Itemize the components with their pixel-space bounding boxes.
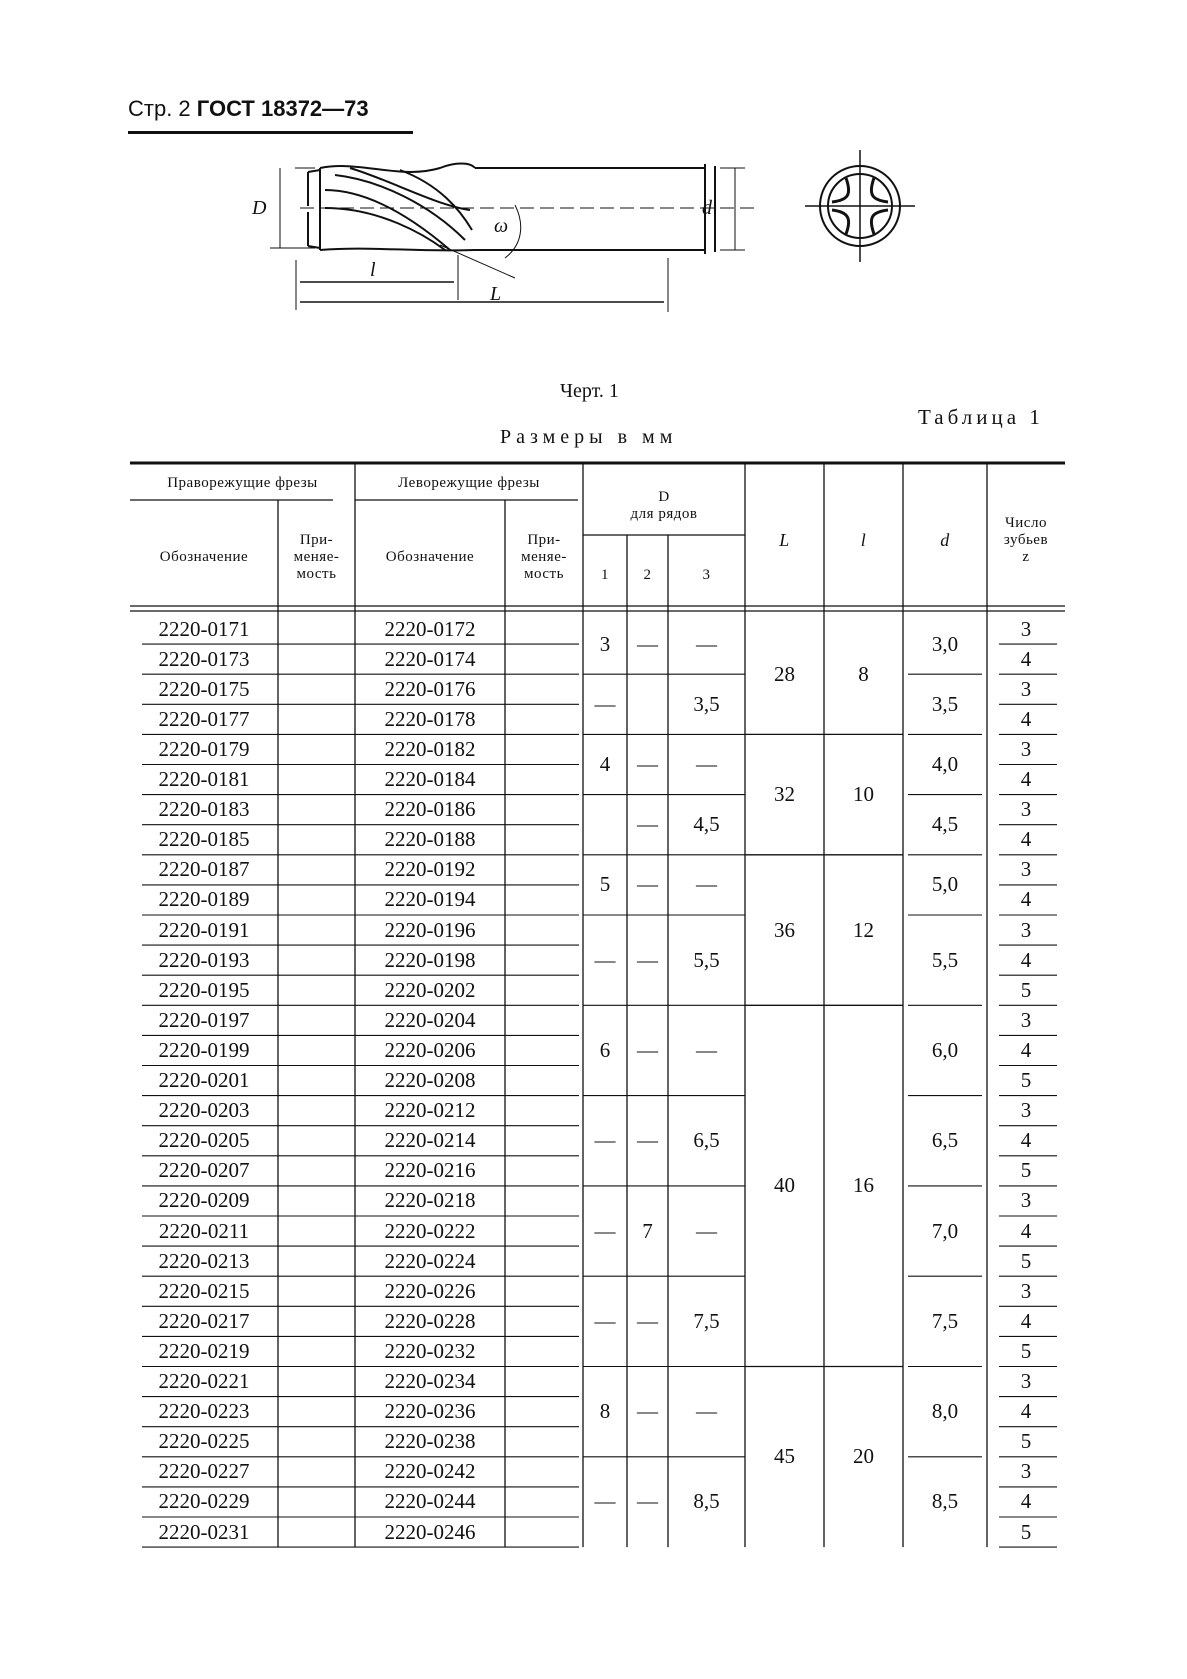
D-series-1-cell: —: [594, 1489, 616, 1514]
D-series-3-cell: 7,5: [693, 1308, 720, 1333]
left-code-cell: 2220-0236: [384, 1399, 476, 1424]
teeth-cell: 3: [1020, 616, 1032, 641]
dim-l-label: l: [370, 259, 376, 281]
D-series-3-cell: 4,5: [693, 812, 720, 837]
d-value-cell: 3,0: [931, 631, 959, 656]
left-code-cell: 2220-0188: [384, 827, 476, 852]
teeth-cell: 4: [1020, 1128, 1032, 1153]
right-code-cell: 2220-0215: [158, 1278, 250, 1303]
left-code-cell: 2220-0206: [384, 1037, 476, 1062]
teeth-cell: 3: [1020, 1098, 1032, 1123]
left-code-cell: 2220-0202: [384, 977, 476, 1002]
teeth-cell: 5: [1020, 977, 1032, 1002]
left-code-cell: 2220-0172: [384, 616, 476, 641]
D-series-2-cell: —: [637, 1399, 658, 1424]
d-value-cell: 3,5: [931, 691, 959, 716]
D-series-2-cell: —: [637, 631, 658, 656]
D-series-1-cell: —: [594, 1308, 616, 1333]
right-code-cell: 2220-0187: [158, 857, 250, 882]
dim-d-label: d: [702, 197, 712, 219]
D-series-3-cell: —: [696, 751, 717, 776]
header-designation-right: Обозначение: [159, 548, 249, 565]
teeth-cell: 4: [1020, 706, 1032, 731]
dim-omega-label: ω: [494, 215, 509, 237]
right-code-cell: 2220-0191: [158, 917, 250, 942]
D-series-3-cell: 8,5: [693, 1489, 720, 1514]
teeth-cell: 4: [1020, 827, 1032, 852]
D-series-2-cell: —: [637, 1308, 658, 1333]
teeth-cell: 4: [1020, 1399, 1032, 1424]
left-code-cell: 2220-0198: [384, 947, 476, 972]
teeth-cell: 3: [1020, 857, 1032, 882]
right-code-cell: 2220-0225: [158, 1429, 250, 1454]
left-code-cell: 2220-0226: [384, 1278, 476, 1303]
L-value-cell: 32: [774, 782, 795, 807]
L-value-cell: 40: [774, 1173, 795, 1198]
left-code-cell: 2220-0184: [384, 767, 476, 792]
right-code-cell: 2220-0193: [158, 947, 250, 972]
right-code-cell: 2220-0177: [158, 706, 250, 731]
left-code-cell: 2220-0246: [384, 1519, 476, 1544]
right-code-cell: 2220-0203: [158, 1098, 250, 1123]
right-code-cell: 2220-0197: [158, 1007, 250, 1032]
teeth-cell: 5: [1020, 1068, 1032, 1093]
D-series-3-cell: —: [696, 1399, 717, 1424]
right-code-cell: 2220-0183: [158, 797, 250, 822]
D-series-2-cell: —: [637, 872, 658, 897]
header-right-cutters: Праворежущие фрезы: [167, 474, 318, 491]
right-code-cell: 2220-0189: [158, 887, 250, 912]
header-D-series: D для рядов: [630, 489, 698, 522]
D-series-3-cell: —: [696, 1218, 717, 1243]
left-code-cell: 2220-0214: [384, 1128, 476, 1153]
left-code-cell: 2220-0208: [384, 1068, 476, 1093]
left-code-cell: 2220-0234: [384, 1369, 476, 1394]
header-l: l: [860, 529, 867, 550]
teeth-cell: 5: [1020, 1248, 1032, 1273]
right-code-cell: 2220-0231: [158, 1519, 250, 1544]
D-series-2-cell: —: [637, 812, 658, 837]
right-code-cell: 2220-0207: [158, 1158, 250, 1183]
left-code-cell: 2220-0178: [384, 706, 476, 731]
standard-title: ГОСТ 18372—73: [196, 96, 369, 121]
page-number: Стр. 2: [128, 96, 191, 121]
D-series-3-cell: —: [696, 1037, 717, 1062]
d-value-cell: 5,5: [931, 947, 959, 972]
D-series-2-cell: —: [637, 751, 658, 776]
right-code-cell: 2220-0171: [158, 616, 250, 641]
D-series-2-cell: [627, 674, 668, 734]
left-code-cell: 2220-0182: [384, 736, 476, 761]
right-code-cell: 2220-0175: [158, 676, 250, 701]
D-series-1-cell: —: [594, 947, 616, 972]
d-value-cell: 7,5: [931, 1308, 959, 1333]
D-series-1-cell: [583, 795, 627, 855]
D-series-3-cell: 3,5: [693, 691, 720, 716]
d-value-cell: 7,0: [931, 1218, 959, 1243]
teeth-cell: 3: [1020, 1007, 1032, 1032]
header-L: L: [779, 529, 790, 550]
right-code-cell: 2220-0199: [158, 1037, 250, 1062]
D-series-1-cell: 3: [599, 631, 611, 656]
left-code-cell: 2220-0228: [384, 1308, 476, 1333]
right-code-cell: 2220-0219: [158, 1338, 250, 1363]
header-left-cutters: Леворежущие фрезы: [398, 474, 540, 491]
left-code-cell: 2220-0216: [384, 1158, 476, 1183]
right-code-cell: 2220-0227: [158, 1459, 250, 1484]
teeth-cell: 4: [1020, 1037, 1032, 1062]
header-series-3: 3: [702, 566, 711, 583]
teeth-cell: 4: [1020, 947, 1032, 972]
teeth-cell: 3: [1020, 917, 1032, 942]
D-series-1-cell: 5: [599, 872, 611, 897]
right-code-cell: 2220-0185: [158, 827, 250, 852]
right-code-cell: 2220-0205: [158, 1128, 250, 1153]
teeth-cell: 5: [1020, 1338, 1032, 1363]
left-code-cell: 2220-0238: [384, 1429, 476, 1454]
teeth-cell: 4: [1020, 1218, 1032, 1243]
teeth-cell: 5: [1020, 1519, 1032, 1544]
units-note: Размеры в мм: [500, 426, 678, 448]
teeth-cell: 3: [1020, 676, 1032, 701]
D-series-2-cell: —: [637, 1128, 658, 1153]
right-code-cell: 2220-0181: [158, 767, 250, 792]
L-value-cell: 45: [774, 1444, 795, 1469]
right-code-cell: 2220-0217: [158, 1308, 250, 1333]
left-code-cell: 2220-0196: [384, 917, 476, 942]
l-value-cell: 16: [853, 1173, 874, 1198]
d-value-cell: 6,5: [931, 1128, 959, 1153]
left-code-cell: 2220-0176: [384, 676, 476, 701]
d-value-cell: 8,0: [931, 1399, 959, 1424]
D-series-2-cell: 7: [642, 1218, 653, 1243]
figure-caption: Черт. 1: [560, 380, 619, 402]
teeth-cell: 4: [1020, 767, 1032, 792]
D-series-1-cell: —: [594, 691, 616, 716]
left-code-cell: 2220-0244: [384, 1489, 476, 1514]
right-code-cell: 2220-0201: [158, 1068, 250, 1093]
left-code-cell: 2220-0192: [384, 857, 476, 882]
teeth-cell: 5: [1020, 1429, 1032, 1454]
left-code-cell: 2220-0224: [384, 1248, 476, 1273]
l-value-cell: 12: [853, 917, 874, 942]
right-code-cell: 2220-0213: [158, 1248, 250, 1273]
D-series-1-cell: —: [594, 1218, 616, 1243]
d-value-cell: 5,0: [931, 872, 959, 897]
l-value-cell: 8: [858, 661, 869, 686]
teeth-cell: 3: [1020, 1278, 1032, 1303]
D-series-3-cell: 5,5: [693, 947, 720, 972]
left-code-cell: 2220-0222: [384, 1218, 476, 1243]
header-applicability-right: При- меняе- мость: [293, 531, 340, 582]
teeth-cell: 4: [1020, 887, 1032, 912]
d-value-cell: 8,5: [931, 1489, 959, 1514]
right-code-cell: 2220-0209: [158, 1188, 250, 1213]
right-code-cell: 2220-0195: [158, 977, 250, 1002]
right-code-cell: 2220-0223: [158, 1399, 250, 1424]
L-value-cell: 28: [774, 661, 795, 686]
D-series-3-cell: —: [696, 872, 717, 897]
table-label: Таблица 1: [918, 405, 1044, 429]
D-series-1-cell: 4: [599, 751, 611, 776]
right-code-cell: 2220-0173: [158, 646, 250, 671]
right-code-cell: 2220-0229: [158, 1489, 250, 1514]
right-code-cell: 2220-0221: [158, 1369, 250, 1394]
L-value-cell: 36: [774, 917, 795, 942]
teeth-cell: 4: [1020, 646, 1032, 671]
D-series-2-cell: —: [637, 1037, 658, 1062]
teeth-cell: 3: [1020, 1369, 1032, 1394]
teeth-cell: 4: [1020, 1489, 1032, 1514]
D-series-2-cell: —: [637, 1489, 658, 1514]
l-value-cell: 20: [853, 1444, 874, 1469]
left-code-cell: 2220-0212: [384, 1098, 476, 1123]
left-code-cell: 2220-0204: [384, 1007, 476, 1032]
left-code-cell: 2220-0186: [384, 797, 476, 822]
right-code-cell: 2220-0211: [158, 1218, 250, 1243]
teeth-cell: 4: [1020, 1308, 1032, 1333]
l-value-cell: 10: [853, 782, 874, 807]
header-series-1: 1: [601, 566, 609, 583]
D-series-1-cell: 8: [599, 1399, 611, 1424]
header-series-2: 2: [643, 566, 652, 583]
left-code-cell: 2220-0218: [384, 1188, 476, 1213]
left-code-cell: 2220-0174: [384, 646, 476, 671]
teeth-cell: 3: [1020, 1459, 1032, 1484]
dim-L-label: L: [490, 283, 502, 305]
teeth-cell: 3: [1020, 736, 1032, 761]
D-series-3-cell: —: [696, 631, 717, 656]
d-value-cell: 4,0: [931, 751, 959, 776]
D-series-2-cell: —: [637, 947, 658, 972]
header-d: d: [940, 529, 950, 550]
header-teeth: Число зубьев z: [1003, 514, 1049, 565]
header-designation-left: Обозначение: [385, 548, 475, 565]
right-code-cell: 2220-0179: [158, 736, 250, 761]
teeth-cell: 3: [1020, 797, 1032, 822]
left-code-cell: 2220-0194: [384, 887, 476, 912]
D-series-1-cell: 6: [599, 1037, 611, 1062]
left-code-cell: 2220-0242: [384, 1459, 476, 1484]
D-series-3-cell: 6,5: [693, 1128, 720, 1153]
dim-D-label: D: [252, 197, 267, 219]
d-value-cell: 6,0: [931, 1037, 959, 1062]
teeth-cell: 5: [1020, 1158, 1032, 1183]
D-series-1-cell: —: [594, 1128, 616, 1153]
d-value-cell: 4,5: [931, 812, 959, 837]
left-code-cell: 2220-0232: [384, 1338, 476, 1363]
teeth-cell: 3: [1020, 1188, 1032, 1213]
header-applicability-left: При- меняе- мость: [521, 531, 567, 582]
